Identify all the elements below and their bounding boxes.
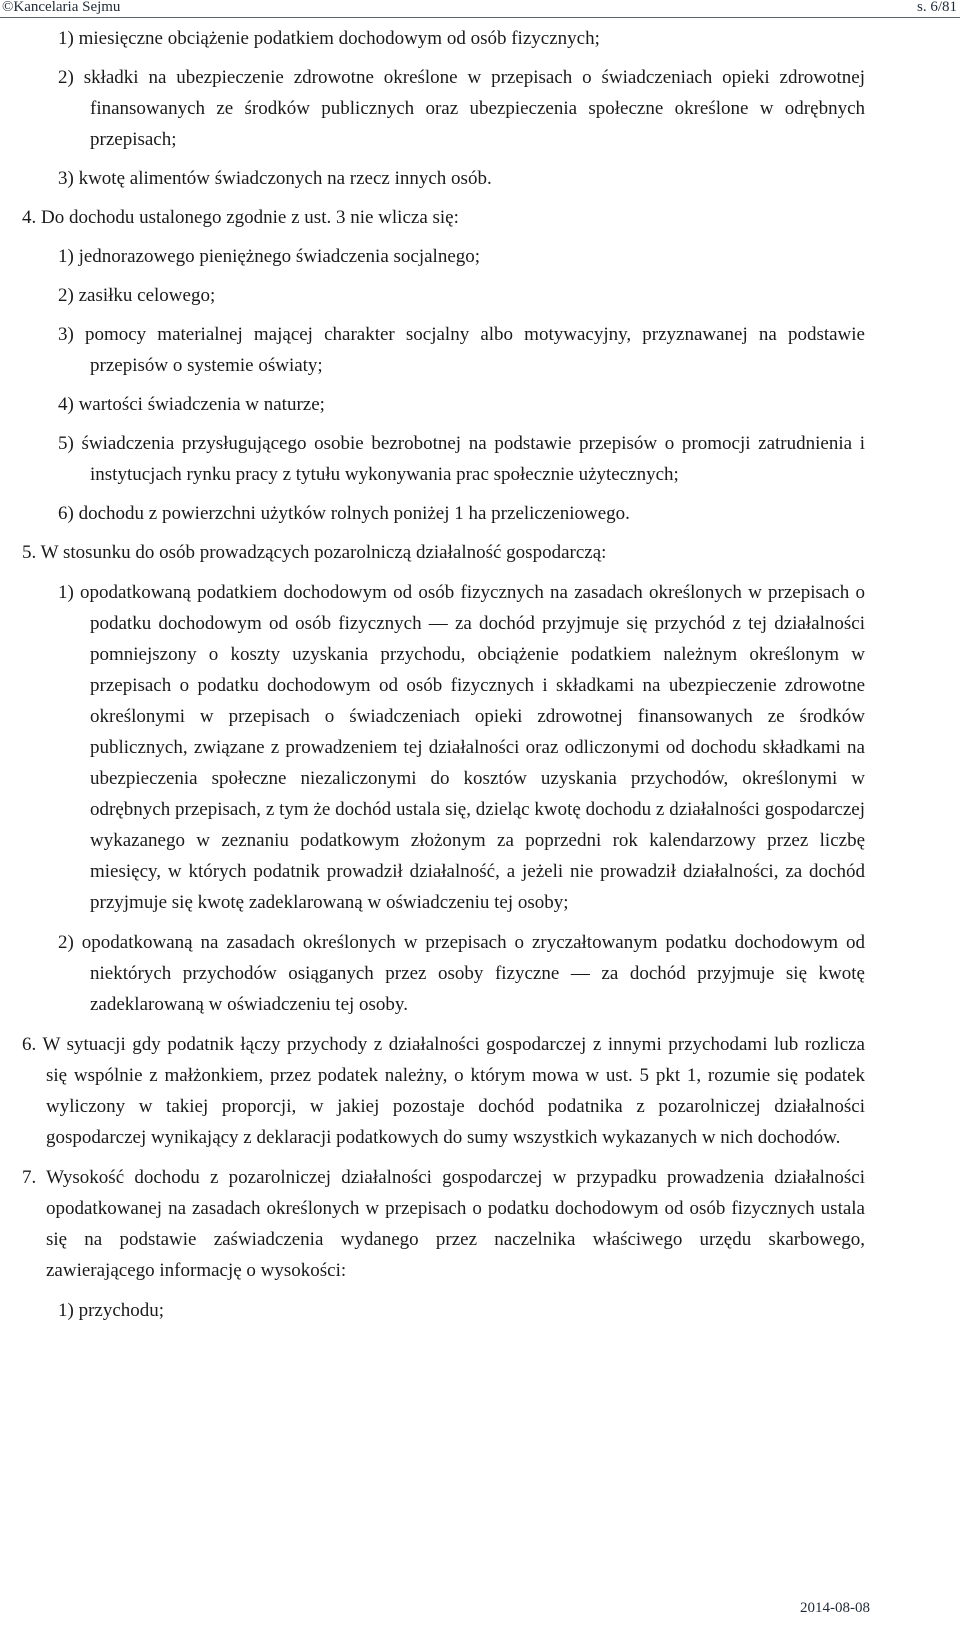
paragraph: 5. W stosunku do osób prowadzących pozarolniczą działalność gospodarczą: bbox=[22, 542, 607, 563]
copyright-label: ©Kancelaria Sejmu bbox=[2, 0, 121, 15]
list-item: 2) opodatkowaną na zasadach określonych w przepisach o zryczałtowanym podatku dochodowym od niektórych przychodów osiąganych przez osoby fizyczne — za dochód przyjmuje się kwotę zadeklarowaną w oświadczeniu tej osoby. bbox=[58, 932, 865, 1015]
list-item: 1) przychodu; bbox=[58, 1300, 165, 1321]
list-item: 2) zasiłku celowego; bbox=[58, 285, 216, 306]
paragraph: 6. W sytuacji gdy podatnik łączy przychody z działalności gospodarczej z innymi przychodami lub rozlicza się wspólnie z małżonkiem, przez podatek należny, o którym mowa w ust. 5 pkt 1, rozumie się podatek wyliczony w takiej proporcji, w jakiej pozostaje dochód podatnika z pozarolniczej działalności gospodarczej wynikający z deklaracji podatkowych do sumy wszystkich wykazanych w nich dochodów. bbox=[22, 1034, 865, 1148]
list-item: 1) jednorazowego pieniężnego świadczenia socjalnego; bbox=[58, 246, 481, 267]
list-item: 3) pomocy materialnej mającej charakter socjalny albo motywacyjny, przyznawanej na podstawie przepisów o systemie oświaty; bbox=[58, 324, 865, 376]
header-rule bbox=[0, 17, 960, 18]
list-item: 6) dochodu z powierzchni użytków rolnych poniżej 1 ha przeliczeniowego. bbox=[58, 503, 630, 524]
list-item: 4) wartości świadczenia w naturze; bbox=[58, 394, 325, 415]
page-number: s. 6/81 bbox=[916, 0, 957, 15]
paragraph: 7. Wysokość dochodu z pozarolniczej działalności gospodarczej w przypadku prowadzenia działalności opodatkowanej na zasadach określonych w przepisach o podatku dochodowym od osób fizycznych ustala się na podstawie zaświadczenia wydanego przez naczelnika właściwego urzędu skarbowego, zawierającego informację o wysokości: bbox=[22, 1167, 865, 1281]
list-item: 3) kwotę alimentów świadczonych na rzecz innych osób. bbox=[58, 168, 492, 189]
list-item: 1) opodatkowaną podatkiem dochodowym od osób fizycznych na zasadach określonych w przepisach o podatku dochodowym od osób fizycznych — za dochód przyjmuje się przychód z tej działalności pomniejszony o koszty uzyskania przychodu, obciążenie podatkiem należnym określonym w przepisach o podatku dochodowym od osób fizycznych i składkami na ubezpieczenie zdrowotne określonymi w przepisach o świadczeniach opieki zdrowotnej finansowanych ze środków publicznych, związane z prowadzeniem tej działalności oraz odliczonymi od dochodu składkami na ubezpieczenia społeczne niezaliczonymi do kosztów uzyskania przychodów, określonymi w odrębnych przepisach, z tym że dochód ustala się, dzieląc kwotę dochodu z działalności gospodarczej wykazanego w zeznaniu podatkowym złożonym za poprzedni rok kalendarzowy przez liczbę miesięcy, w których podatnik prowadził działalność, a jeżeli nie prowadził działalności, za dochód przyjmuje się kwotę zadeklarowaną w oświadczeniu tej osoby; bbox=[58, 582, 865, 913]
paragraph: 4. Do dochodu ustalonego zgodnie z ust. 3 nie wlicza się: bbox=[22, 207, 459, 228]
list-item: 1) miesięczne obciążenie podatkiem dochodowym od osób fizycznych; bbox=[58, 28, 600, 49]
list-item: 5) świadczenia przysługującego osobie bezrobotnej na podstawie przepisów o promocji zatrudnienia i instytucjach rynku pracy z tytułu wykonywania prac społecznie użytecznych; bbox=[58, 433, 865, 485]
list-item: 2) składki na ubezpieczenie zdrowotne określone w przepisach o świadczeniach opieki zdrowotnej finansowanych ze środków publicznych oraz ubezpieczenia społeczne określone w odrębnych przepisach; bbox=[58, 67, 865, 150]
document-body bbox=[0, 23, 960, 1326]
page-header bbox=[0, 0, 960, 16]
document-date: 2014-08-08 bbox=[800, 1600, 870, 1616]
